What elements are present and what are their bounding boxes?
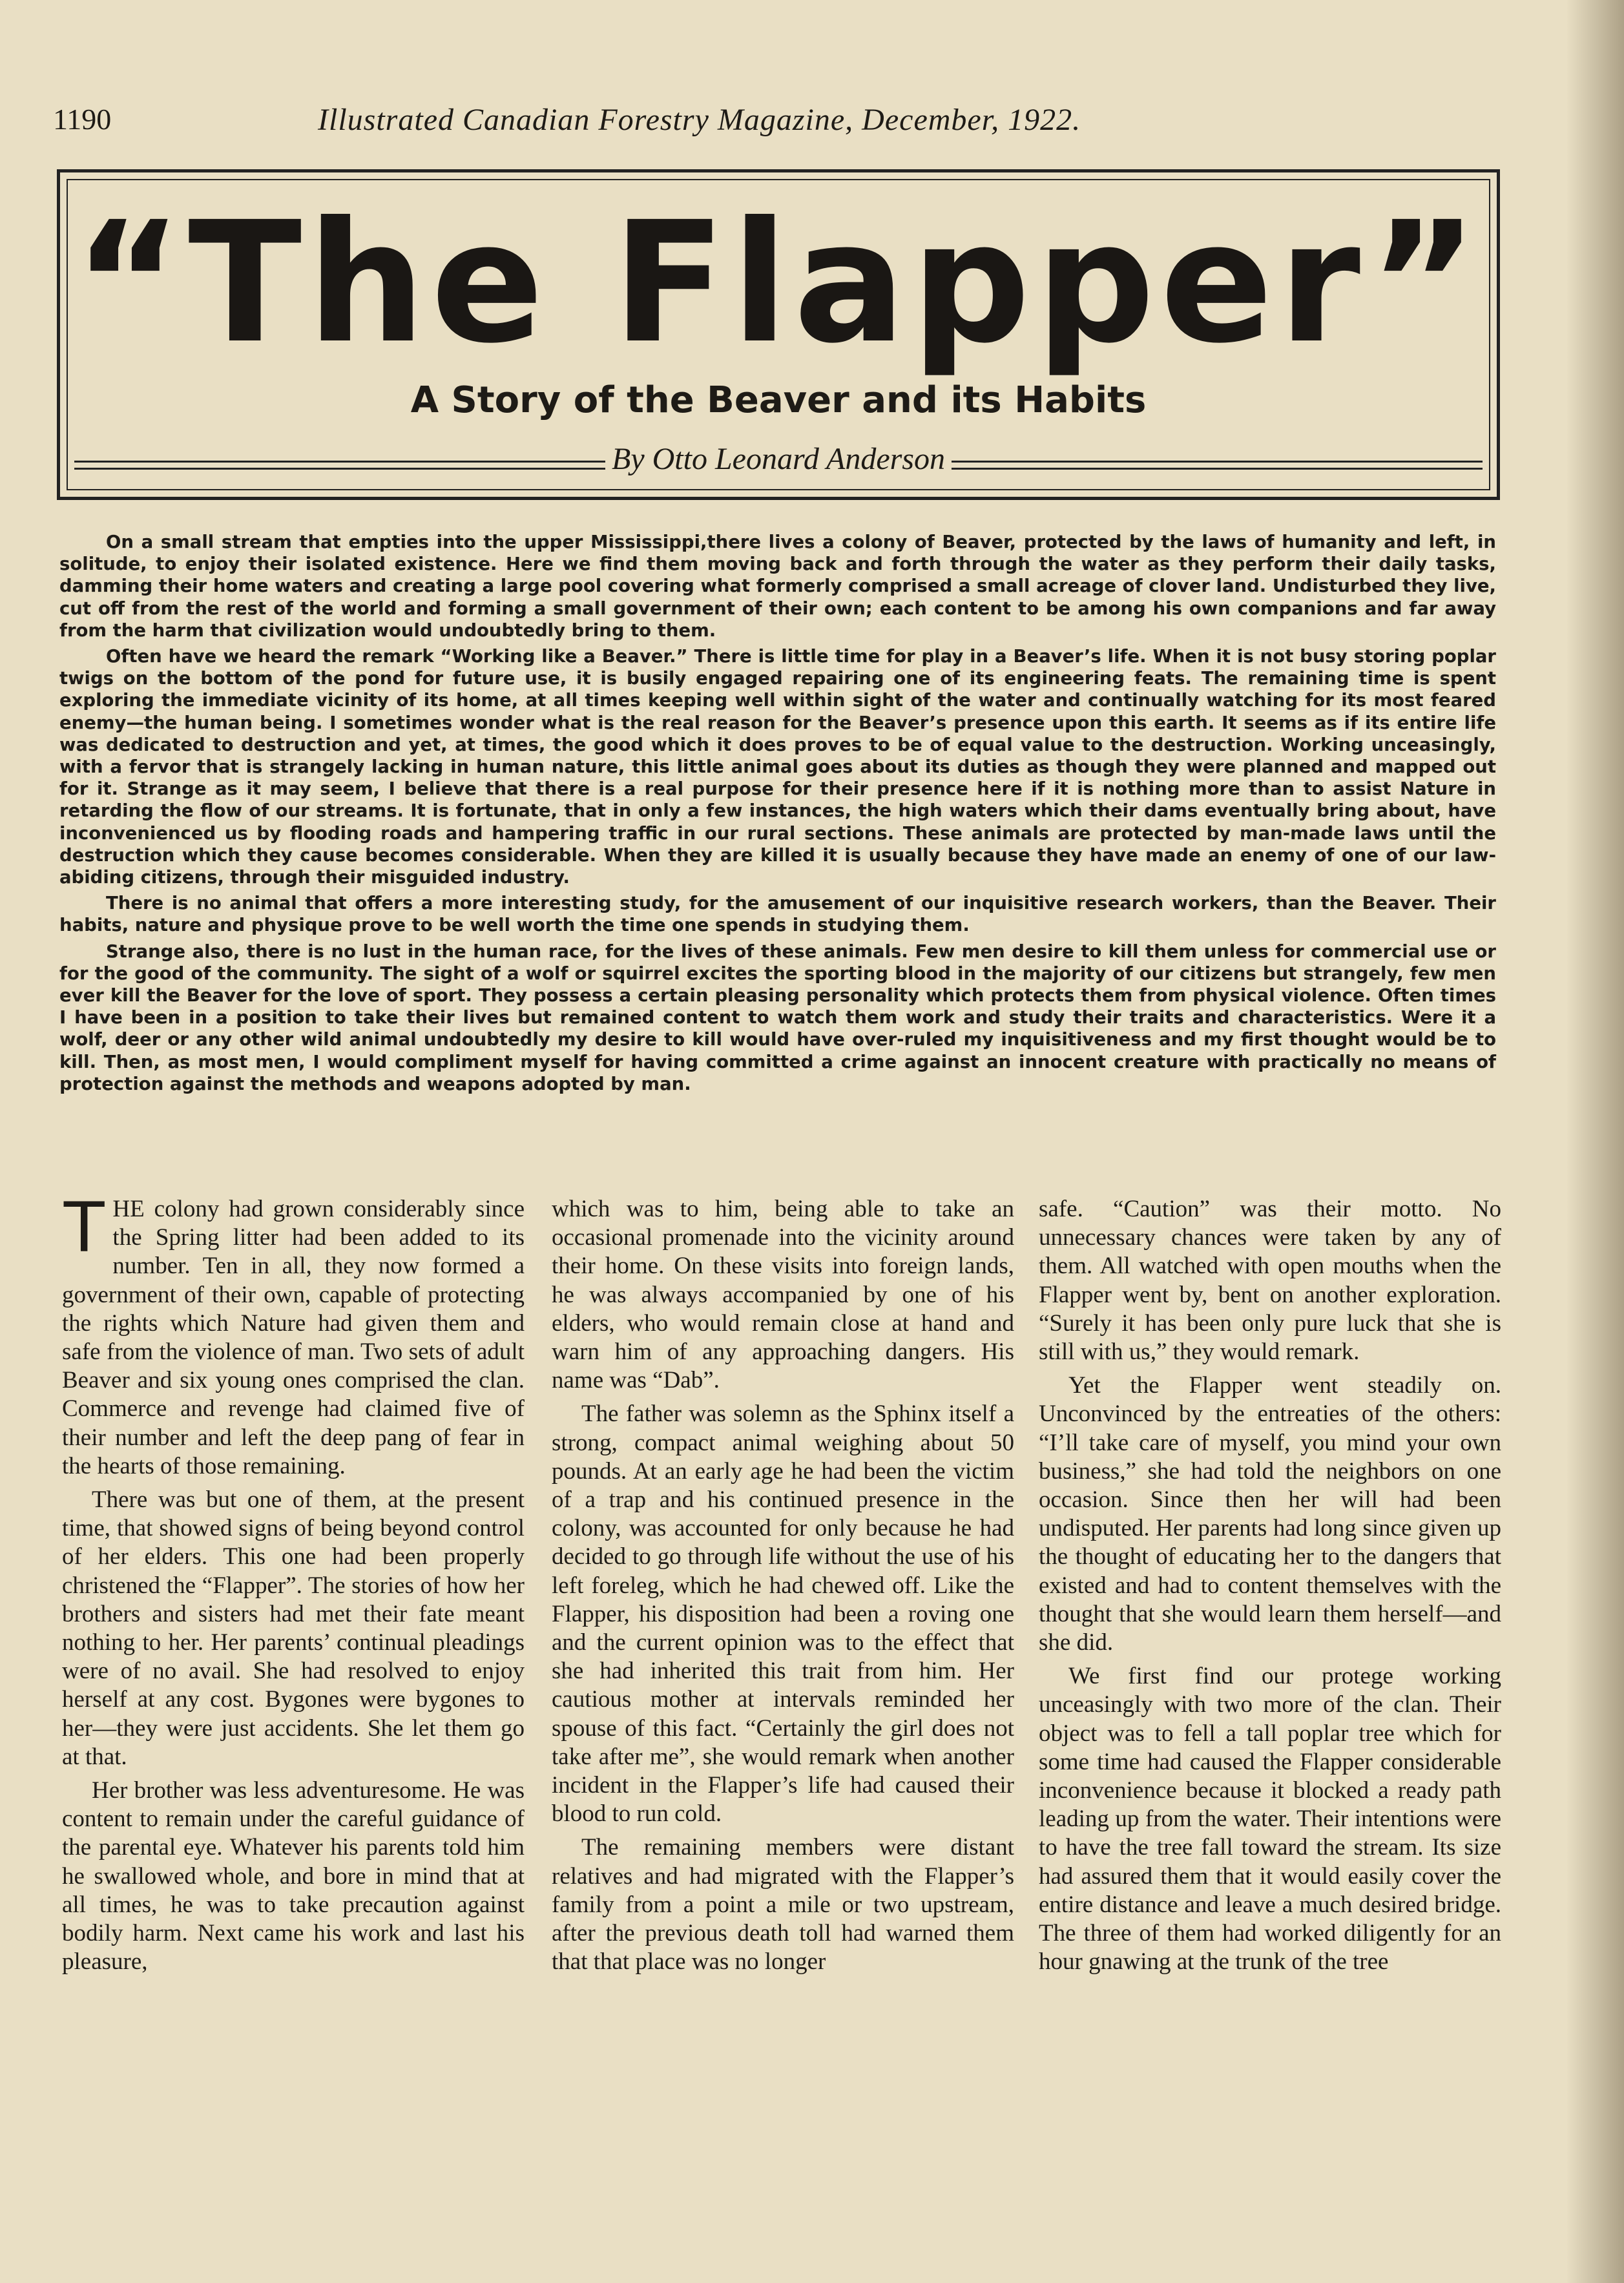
body-paragraph [62, 1186, 525, 1481]
article-title: “The Flapper” [73, 186, 1484, 380]
body-paragraph: Her brother was less adventuresome. He was content to remain under the careful guidance of the parental eye. Whatever his parents told him he swallowed whole, and bore in mind that at all times, he was to take precaution against bodily harm. Next came his work and last his pleasure, [62, 1777, 525, 1975]
article-subtitle: A Story of the Beaver and its Habits [410, 379, 1147, 421]
title-box-inner-border [67, 179, 1490, 490]
running-head [53, 102, 1384, 147]
byline-row [74, 441, 1483, 486]
drop-cap: T [62, 1186, 107, 1267]
body-paragraph: Yet the Flapper went steadily on. Unconvinced by the entreaties of the others: “I’ll take care of myself, you mind your own business,” she had told the neighbors on one occasion. Since then her will had been undisputed. Her parents had long since given up the thought of educating her to the dangers that existed and had to content themselves with the thought that she would learn them herself—and she did. [1039, 1372, 1501, 1656]
column-3 [1039, 1195, 1501, 1981]
column-2 [552, 1195, 1014, 1981]
paragraph-text: HE colony had grown considerably since the Spring litter had been added to its number. Ten in all, they now formed a government of their own, capable of protecting the rights which Nature had given them and safe from the violence of man. Two sets of adult Beaver and six young ones comprised the clan. Commerce and revenge had claimed five of their number and left the deep pang of fear in the hearts of those remaining. [62, 1196, 525, 1479]
byline-text: By Otto Leonard Anderson [605, 442, 952, 476]
intro-paragraph: There is no animal that offers a more interesting study, for the amusement of our inquisitive research workers, than the Beaver. Their habits, nature and physique prove to be well worth the time one spends in studying them. [59, 893, 1496, 936]
intro-text [59, 531, 1496, 1099]
title-box [57, 169, 1500, 500]
column-1 [62, 1186, 525, 1981]
body-paragraph: There was but one of them, at the present time, that showed signs of being beyond control of her elders. This one had been properly christened the “Flapper”. The stories of how her brothers and sisters had met their fate meant nothing to her. Her parents’ continual pleadings were of no avail. She had resolved to enjoy herself at any cost. Bygones were bygones to her—they were just accidents. She let them go at that. [62, 1486, 525, 1770]
body-paragraph: We first find our protege working unceasingly with two more of the clan. Their object was to fell a tall poplar tree which for some time had caused the Flapper considerable inconvenience because it blocked a ready path leading up from the water. Their intentions were to have the tree fall toward the stream. Its size had assured them that it would easily cover the entire distance and leave a much desired bridge. The three of them had worked diligently for an hour gnawing at the trunk of the tree [1039, 1663, 1501, 1975]
page-number: 1190 [53, 103, 112, 136]
intro-paragraph: Strange also, there is no lust in the human race, for the lives of these animals. Few men desire to kill them unless for commercial use or for the good of the community. The sight of a wolf or squirrel excites the sporting blood in the majority of our citizens but strangely, few men ever kill the Beaver for the love of sport. They possess a certain pleasing personality which protects them from physical violence. Often times I have been in a position to take their lives but remained content to watch them work and study their traits and characteristics. Were it a wolf, deer or any other wild animal undoubtedly my desire to kill would have over-ruled my inquisitiveness and my first thought would be to kill. Then, as most men, I would compliment myself for having committed a crime against an innocent creature with practically no means of protection against the methods and weapons adopted by man. [59, 941, 1496, 1094]
page-edge-shadow [1566, 0, 1624, 2283]
body-paragraph: The father was solemn as the Sphinx itself a strong, compact animal weighing about 50 pounds. At an early age he had been the victim of a trap and his continued presence in the colony, was accounted for only because he had decided to go through life without the use of his left foreleg, which he had chewed off. Like the Flapper, his disposition had been a roving one and the current opinion was to the effect that she had inherited this trait from him. Her cautious mother at intervals reminded her spouse of this fact. “Certainly the girl does not take after me”, she would remark when another incident in the Flapper’s life had caused their blood to run cold. [552, 1401, 1014, 1828]
body-paragraph: which was to him, being able to take an occasional promenade into the vicinity around their home. On these visits into foreign lands, he was always accompanied by one of his elders, who would remain close at hand and warn him of any approaching dangers. His name was “Dab”. [552, 1196, 1014, 1394]
intro-paragraph: On a small stream that empties into the upper Mississippi,there lives a colony of Beaver, protected by the laws of humanity and left, in solitude, to enjoy their isolated existence. Here we find them moving back and forth through the water as they perform their daily tasks, damming their home waters and creating a large pool covering what formerly comprised a small acreage of clover land. Undisturbed they live, cut off from the rest of the world and forming a small government of their own; each content to be among his own companions and far away from the harm that civilization would undoubtedly bring to them. [59, 532, 1496, 641]
magazine-title: Illustrated Canadian Forestry Magazine, December, 1922. [318, 103, 1081, 137]
body-paragraph: safe. “Caution” was their motto. No unnecessary chances were taken by any of them. All watched with open mouths when the Flapper went by, bent on another exploration. “Surely it has been only pure luck that she is still with us,” they would remark. [1039, 1196, 1501, 1366]
intro-paragraph: Often have we heard the remark “Working like a Beaver.” There is little time for play in a Beaver’s life. When it is not busy storing poplar twigs on the bottom of the pond for future use, it is busily engaged repairing one of its engineering feats. The remaining time is spent exploring the immediate vicinity of its home, at all times keeping well within sight of the water and continually watching for its most feared enemy—the human being. I sometimes wonder what is the real reason for the Beaver’s presence upon this earth. It seems as if its entire life was dedicated to destruction and yet, at times, the good which it does proves to be of equal value to the destruction. Working unceasingly, with a fervor that is strangely lacking in human nature, this little animal goes about its duties as though they were planned and mapped out for it. Strange as it may seem, I believe that there is a real purpose for their presence here if it is nothing more than to assist Nature in retarding the flow of our streams. It is fortunate, that in only a few instances, the high waters which their dams eventually bring about, have inconvenienced us by flooding roads and hampering traffic in our rural sections. These animals are protected by man-made laws until the destruction which they cause becomes considerable. When they are killed it is usually because they have made an enemy of one of our law-abiding citizens, through their misguided industry. [59, 646, 1496, 888]
body-paragraph: The remaining members were distant relatives and had migrated with the Flapper’s family from a point a mile or two upstream, after the previous death toll had warned them that that place was no longer [552, 1834, 1014, 1975]
byline [74, 441, 1483, 477]
body-columns [62, 1186, 1504, 2235]
